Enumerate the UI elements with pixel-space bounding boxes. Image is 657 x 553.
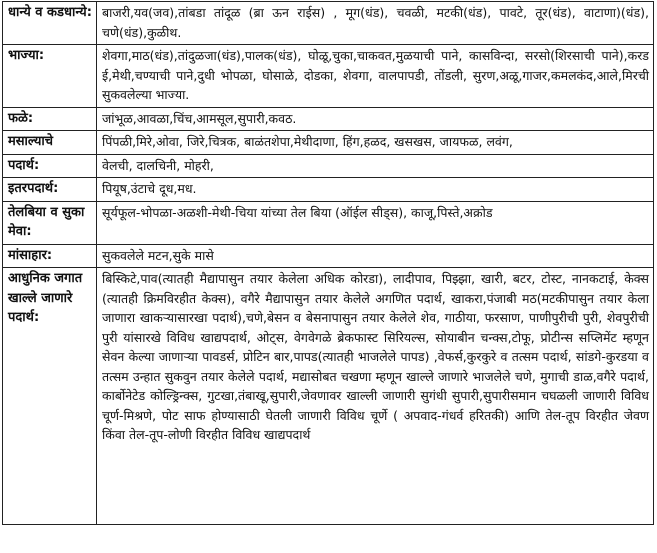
row-content: सुकवलेले मटन,सुके मासे [97,244,654,268]
row-content: बिस्किटे,पाव(त्यातही मैद्यापासुन तयार केलेला अधिक कोरडा), लादीपाव, पिझ्झा, खारी, बटर, टोस्ट, नानकटाई, केक्स (त्यातही क्रिमविरहीत केक्स), वगैरे मैद्यापासुन तयार केलेले अगणित पदार्थ, खाकरा,पंजाबी मठ(मटकीपासुन तयार केला जाणारा खाकऱ्यासारखा पदार्थ),चणे,बेसन व बेसनापासुन तयार केलेले शेव, गाठीया, फरसाण, पाणीपुरीची पुरी, शेवपुरीची पुरी यांसारखे विविध खाद्यपदार्थ, ओट्स, वेगवेगळे ब्रेकफास्ट सिरियल्स, सोयाबीन चन्क्स,टोफू, प्रोटीन्स सप्लिमेंट म्हणून सेवन केल्या जाणाऱ्या पावडर्स, प्रोटिन बार,पापड(त्यातही भाजलेले पापड) ,वेफर्स,कुरकुरे व तत्सम पदार्थ, सांडगे-कुरडया व तत्सम उन्हात सुकवुन तयार केलेले पदार्थ, मद्यासोबत चखणा म्हणून खाल्ले जाणारे भाजलेले चणे, मुगाची डाळ,वगैरे पदार्थ, कार्बोनेटेड कोल्ड्रिन्क्स, गुटखा,तंबाखू,सुपारी,जेवणावर खाल्ली जाणारी सुगंधी सुपारी,सुपारीसमान चघळली जाणारी विविध चूर्ण-मिश्रणे, पोट साफ होण्यासाठी घेतली जाणारी विविध चूर्णे ( अपवाद-गंधर्व हरितकी) आणि तेल-तूप विरहीत जेवण किंवा तेल-तूप-लोणी विरहीत विविध खाद्यपदार्थ [97,268,654,525]
table-row-grains [3,2,654,45]
row-label: इतरपदार्थ: [3,178,97,202]
row-label: धान्ये व कडधान्ये: [3,2,97,45]
food-category-table [2,1,654,525]
table-row-modern-foods [3,268,654,525]
table-row-oilseeds-dryfruits [3,201,654,244]
row-label: भाज्या: [3,45,97,108]
row-label: मसाल्याचे [3,131,97,155]
table-row-spices-continued [3,154,654,178]
row-label: तेलबिया व सुका मेवा: [3,201,97,244]
row-content: जांभूळ,आवळा,चिंच,आमसूल,सुपारी,कवठ. [97,107,654,131]
table-row-spices [3,131,654,155]
table-row-fruits [3,107,654,131]
row-content: शेवगा,माठ(धंड),तांदुळजा(धंड),पालक(धंड), घोळू,चुका,चाकवत,मुळयाची पाने, कासविन्दा, सरसो(शिरसाची पाने),करड ई,मेथी,चण्याची पाने,दुधी भोपळा, घोसाळे, दोडका, शेवगा, वालपापडी, तोंडली, सुरण,अळू,गाजर,कमलकंद,आले,मिरची सुकवलेल्या भाज्या. [97,45,654,108]
row-content: बाजरी,यव(जव),तांबडा तांदूळ (ब्रा ऊन राईस) , मूग(धंड), चवळी, मटकी(धंड), पावटे, तूर(धंड), वाटाणा)(धंड), चणे(धंड),कुळीथ. [97,2,654,45]
row-label: आधुनिक जगात खाल्ले जाणारे पदार्थ: [3,268,97,525]
table-row-vegetables [3,45,654,108]
row-label: पदार्थ: [3,154,97,178]
row-content: वेलची, दालचिनी, मोहरी, [97,154,654,178]
table-row-other [3,178,654,202]
row-content: पियूष,उंटाचे दूध,मध. [97,178,654,202]
row-content: पिंपळी,मिरे,ओवा, जिरे,चित्रक, बाळंतशेपा,मेथीदाणा, हिंग,हळद, खसखस, जायफळ, लवंग, [97,131,654,155]
row-label: फळे: [3,107,97,131]
row-content: सूर्यफूल-भोपळा-अळशी-मेथी-चिया यांच्या तेल बिया (ऑईल सीड्स), काजू,पिस्ते,अक्रोड [97,201,654,244]
row-label: मांसाहार: [3,244,97,268]
table-row-non-veg [3,244,654,268]
